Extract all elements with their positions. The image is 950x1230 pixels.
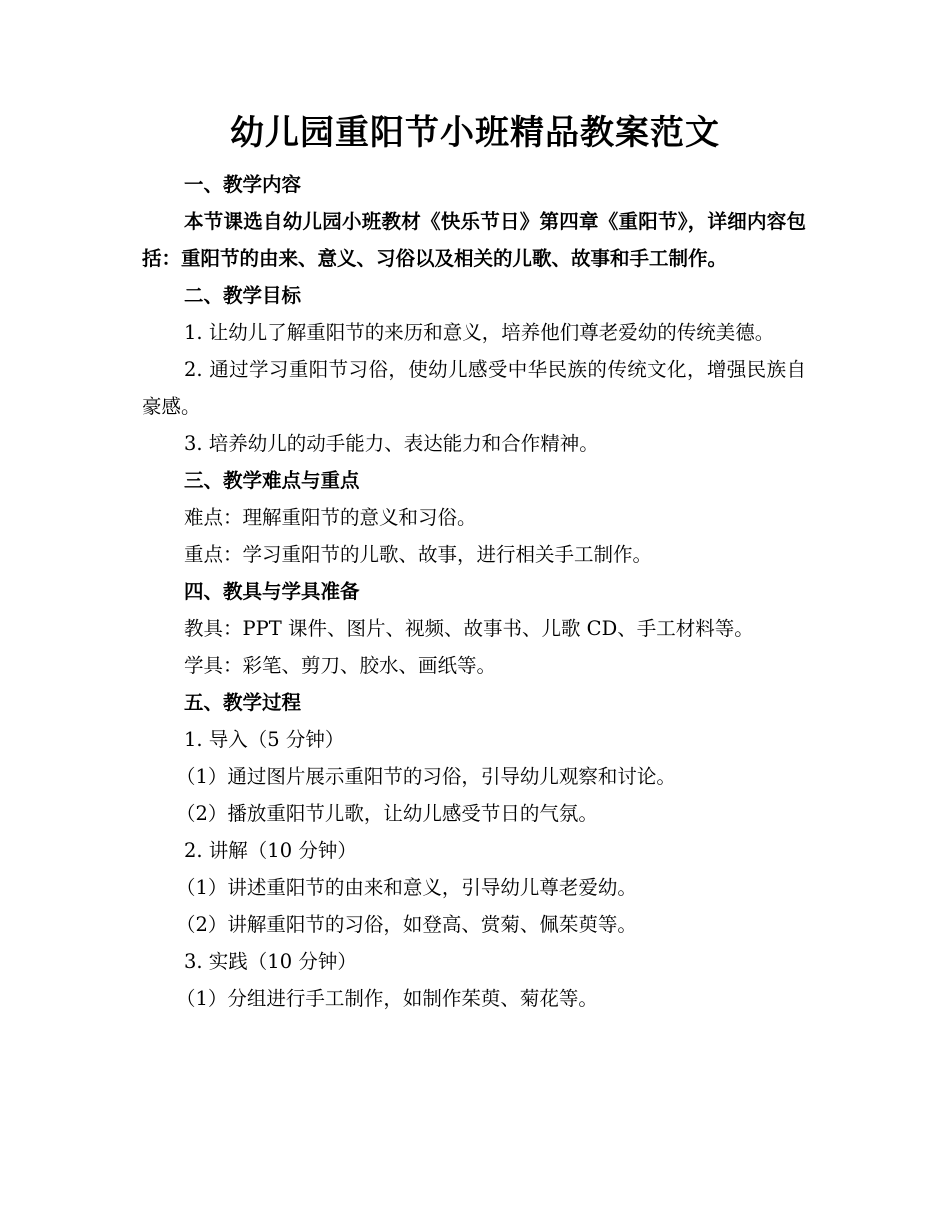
section-heading-goals: 二、教学目标 bbox=[184, 284, 302, 307]
section-heading-content: 一、教学内容 bbox=[184, 173, 302, 196]
goal-item-3: 3. 培养幼儿的动手能力、表达能力和合作精神。 bbox=[184, 432, 599, 455]
process-step-2-a: （1）讲述重阳节的由来和意义，引导幼儿尊老爱幼。 bbox=[176, 876, 637, 899]
document-body bbox=[142, 166, 806, 1017]
section-heading-difficulty: 三、教学难点与重点 bbox=[184, 469, 360, 492]
student-materials-text: 学具：彩笔、剪刀、胶水、画纸等。 bbox=[184, 654, 497, 677]
process-step-1: 1. 导入（5 分钟） bbox=[184, 728, 345, 751]
process-step-3: 3. 实践（10 分钟） bbox=[184, 950, 357, 973]
process-step-2: 2. 讲解（10 分钟） bbox=[184, 839, 357, 862]
difficulty-text: 难点：理解重阳节的意义和习俗。 bbox=[184, 506, 477, 529]
section-heading-materials: 四、教具与学具准备 bbox=[184, 580, 360, 603]
goal-item-2: 2. 通过学习重阳节习俗，使幼儿感受中华民族的传统文化，增强民族自豪感。 bbox=[142, 358, 806, 418]
teacher-materials-text: 教具：PPT 课件、图片、视频、故事书、儿歌 CD、手工材料等。 bbox=[184, 617, 754, 640]
process-step-2-b: （2）讲解重阳节的习俗，如登高、赏菊、佩茱萸等。 bbox=[176, 913, 637, 936]
process-step-3-a: （1）分组进行手工制作，如制作茱萸、菊花等。 bbox=[176, 987, 598, 1010]
document-title: 幼儿园重阳节小班精品教案范文 bbox=[230, 113, 720, 153]
process-step-1-b: （2）播放重阳节儿歌，让幼儿感受节日的气氛。 bbox=[176, 802, 598, 825]
goal-item-1: 1. 让幼儿了解重阳节的来历和意义，培养他们尊老爱幼的传统美德。 bbox=[184, 321, 775, 344]
section-heading-process: 五、教学过程 bbox=[184, 691, 302, 714]
key-point-text: 重点：学习重阳节的儿歌、故事，进行相关手工制作。 bbox=[184, 543, 653, 566]
process-step-1-a: （1）通过图片展示重阳节的习俗，引导幼儿观察和讨论。 bbox=[176, 765, 676, 788]
section-content-paragraph: 本节课选自幼儿园小班教材《快乐节日》第四章《重阳节》，详细内容包括：重阳节的由来、意义、习俗以及相关的儿歌、故事和手工制作。 bbox=[142, 210, 806, 270]
